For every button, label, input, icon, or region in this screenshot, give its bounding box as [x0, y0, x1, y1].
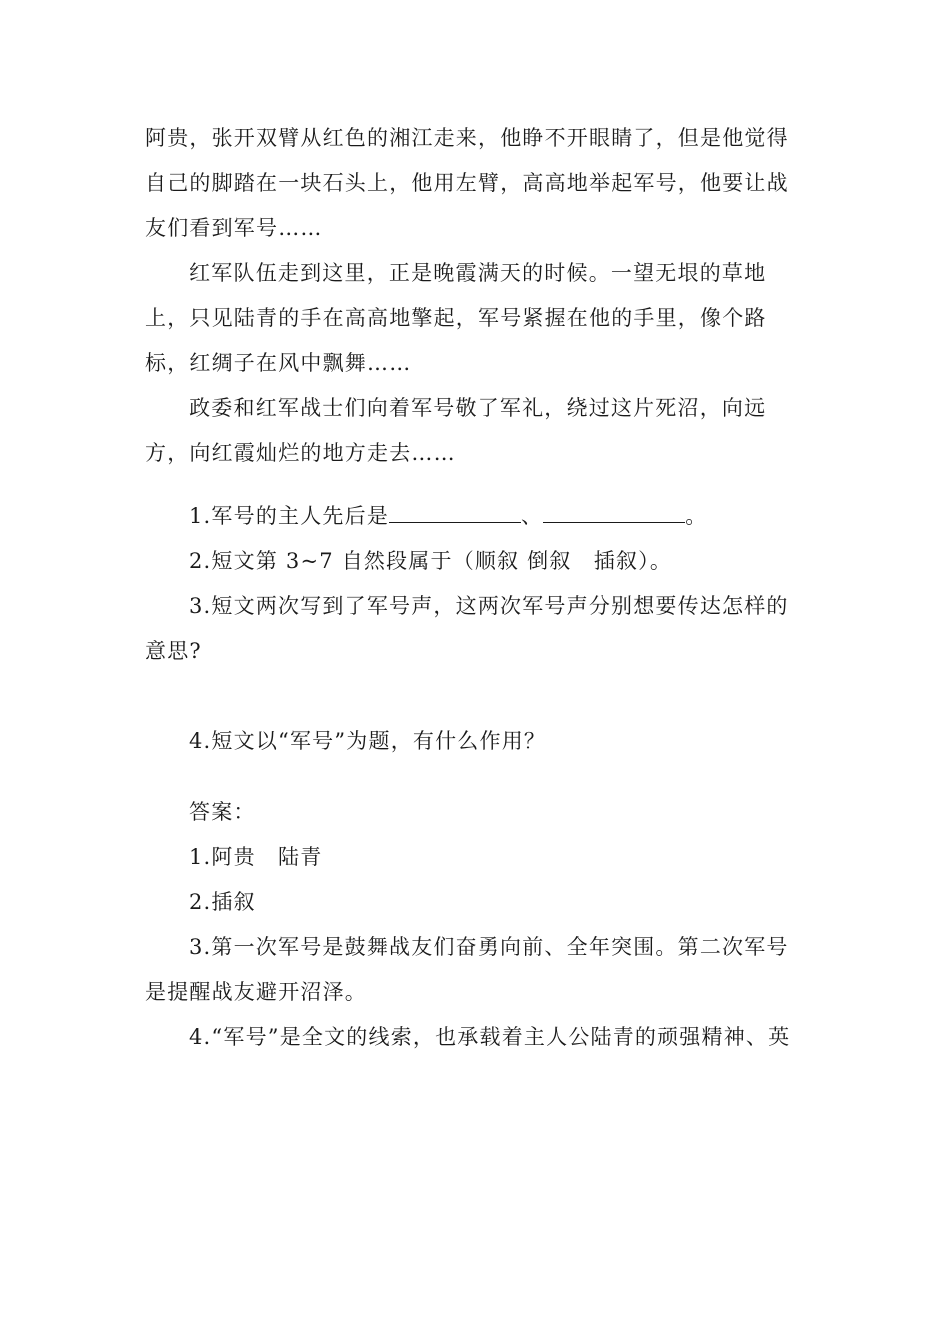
answer-2: 2.插叙	[189, 890, 256, 914]
answer-4: 4.“军号”是全文的线索，也承载着主人公陆青的顽强精神、英	[189, 1025, 791, 1049]
question-1-separator: 、	[521, 504, 544, 528]
answer-blank-1[interactable]	[389, 498, 521, 523]
question-1-text: 1.军号的主人先后是	[189, 504, 390, 528]
answer-blank-2[interactable]	[543, 498, 685, 523]
question-3: 3.短文两次写到了军号声，这两次军号声分别想要传达怎样的意思?	[145, 594, 789, 663]
answer-1: 1.阿贵 陆青	[189, 845, 323, 869]
question-1-end: 。	[685, 504, 708, 528]
questions-section	[145, 494, 810, 764]
question-1	[145, 494, 810, 539]
story-paragraph-2: 红军队伍走到这里，正是晚霞满天的时候。一望无垠的草地上，只见陆青的手在高高地擎起，军号紧握在他的手里，像个路标，红绸子在风中飘舞……	[145, 261, 767, 375]
question-4: 4.短文以“军号”为题，有什么作用？	[189, 729, 547, 753]
spacer	[145, 674, 810, 719]
answer-3: 3.第一次军号是鼓舞战友们奋勇向前、全年突围。第二次军号是提醒战友避开沼泽。	[145, 935, 789, 1004]
answers-section	[145, 790, 810, 1060]
story-paragraph-3: 政委和红军战士们向着军号敬了军礼，绕过这片死沼，向远方，向红霞灿烂的地方走去……	[145, 396, 767, 465]
answers-heading: 答案：	[189, 800, 256, 824]
story-passage	[145, 116, 810, 476]
story-paragraph-1: 阿贵，张开双臂从红色的湘江走来，他睁不开眼睛了，但是他觉得自己的脚踏在一块石头上，他用左臂，高高地举起军号，他要让战友们看到军号……	[145, 126, 789, 240]
question-2: 2.短文第 3~7 自然段属于（顺叙 倒叙 插叙）。	[189, 549, 673, 573]
